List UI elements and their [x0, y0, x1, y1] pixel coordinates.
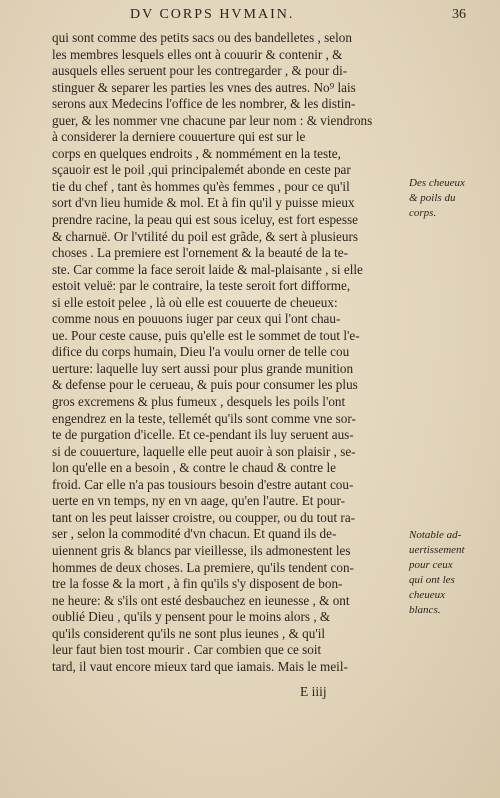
text-line: si elle estoit pelee , là où elle est couuerte de cheueux: [52, 294, 338, 310]
text-line: qui sont comme des petits sacs ou des bandelletes , selon [52, 30, 352, 45]
text-line: ausquels elles seruent pour les contregarder , & pour di- [52, 63, 348, 79]
text-line: tant on les peut laisser croistre, ou coupper, ou du tout ra- [52, 509, 356, 525]
text-line: ue. Pour ceste cause, puis qu'elle est le sommet de tout l'e- [52, 327, 360, 343]
page-header [0, 5, 500, 25]
text-line: tard, il vaut encore mieux tard que iamais. Mais le meil- [52, 658, 348, 674]
text-line: engendrez en la teste, tellemét qu'ils sont comme vne sor- [52, 410, 356, 426]
text-line: gros excremens & plus fumeux , desquels les poils l'ont [52, 394, 346, 410]
text-line: lon qu'elle en a besoin , & contre le chaud & contre le [52, 460, 336, 476]
margin-note-hair [409, 176, 497, 221]
text-line: ste. Car comme la face seroit laide & mal-plaisante , si elle [52, 261, 363, 277]
running-head: DV CORPS HVMAIN. [130, 7, 295, 22]
signature-mark: E iiij [300, 684, 327, 699]
margin-note-line: & poils du [409, 192, 456, 204]
text-line: serons aux Medecins l'office de les nombrer, & les distin- [52, 96, 356, 112]
text-line: & charnuë. Or l'vtilité du poil est grãde, & sert à plusieurs [52, 228, 358, 244]
text-line: leur faut bien tost mourir . Car combien que ce soit [52, 642, 322, 658]
text-line: uerte en vn temps, ny en vn aage, qu'en l'autre. Et pour- [52, 493, 346, 509]
text-line: si de couuerture, laquelle elle peut auoir à son plaisir , se- [52, 443, 356, 459]
margin-note-white-hair [409, 528, 497, 618]
text-line: te de purgation d'icelle. Et ce-pendant ils luy seruent aus- [52, 427, 354, 443]
text-line: prendre racine, la peau qui est sous iceluy, est fort espesse [52, 212, 359, 228]
text-line: froid. Car elle n'a pas tousiours besoin d'estre autant cou- [52, 476, 354, 492]
text-line: oublié Dieu , qu'ils y pensent pour le moins alors , & [52, 609, 331, 625]
text-line: qu'ils considerent qu'ils ne sont plus ieunes , & qu'il [52, 625, 326, 641]
text-line: les membres lesquels elles ont à couurir & contenir , & [52, 46, 343, 62]
text-line: hommes de deux choses. La premiere, qu'ils tendent con- [52, 559, 354, 575]
margin-note-line: uertissement [409, 544, 465, 556]
page-number: 36 [452, 7, 466, 22]
margin-note-line: corps. [409, 207, 437, 219]
text-line: uerture: laquelle luy sert aussi pour plus grande munition [52, 360, 354, 376]
text-line: à considerer la derniere couuerture qui est sur le [52, 129, 306, 145]
margin-note-line: Des cheueux [409, 177, 465, 189]
margin-note-line: qui ont les [409, 574, 455, 586]
text-line: & defense pour le cerueau, & puis pour consumer les plus [52, 377, 358, 393]
text-line: tre la fosse & la mort , à fin qu'ils s'y disposent de bon- [52, 576, 343, 592]
text-line: tie du chef , tant ès hommes qu'ès femmes , pour ce qu'il [52, 178, 350, 194]
text-line: ne heure: & s'ils ont esté desbauchez en ieunesse , & ont [52, 592, 350, 608]
text-line: uiennent gris & blancs par vieillesse, ils admonestent les [52, 542, 351, 558]
text-line: guer, & les nommer vne chacune par leur nom : & viendrons [52, 112, 373, 128]
text-line: stinguer & separer les parties les vnes des autres. No⁹ lais [52, 79, 356, 95]
margin-note-line: cheueux [409, 589, 446, 601]
text-line: corps en quelques endroits , & nommément en la teste, [52, 145, 341, 161]
text-line: difice du corps humain, Dieu l'a voulu orner de telle cou [52, 344, 350, 360]
text-line: choses . La premiere est l'ornement & la beauté de la te- [52, 245, 349, 261]
text-line: sçauoir est le poil ,qui principalemét abonde en ceste par [52, 162, 351, 178]
margin-note-line: pour ceux [409, 559, 453, 571]
text-line: ser , selon la commodité d'vn chacun. Et quand ils de- [52, 526, 337, 542]
margin-note-line: blancs. [409, 604, 441, 616]
text-line: sort d'vn lieu humide & mol. Et à fin qu'il y puisse mieux [52, 195, 355, 211]
margin-note-line: Notable ad- [409, 529, 462, 541]
text-line: estoit veluë: par le contraire, la teste seroit fort difforme, [52, 278, 351, 294]
body-text [52, 30, 408, 675]
text-line: comme nous en pouuons iuger par ceux qui l'ont chau- [52, 311, 341, 327]
